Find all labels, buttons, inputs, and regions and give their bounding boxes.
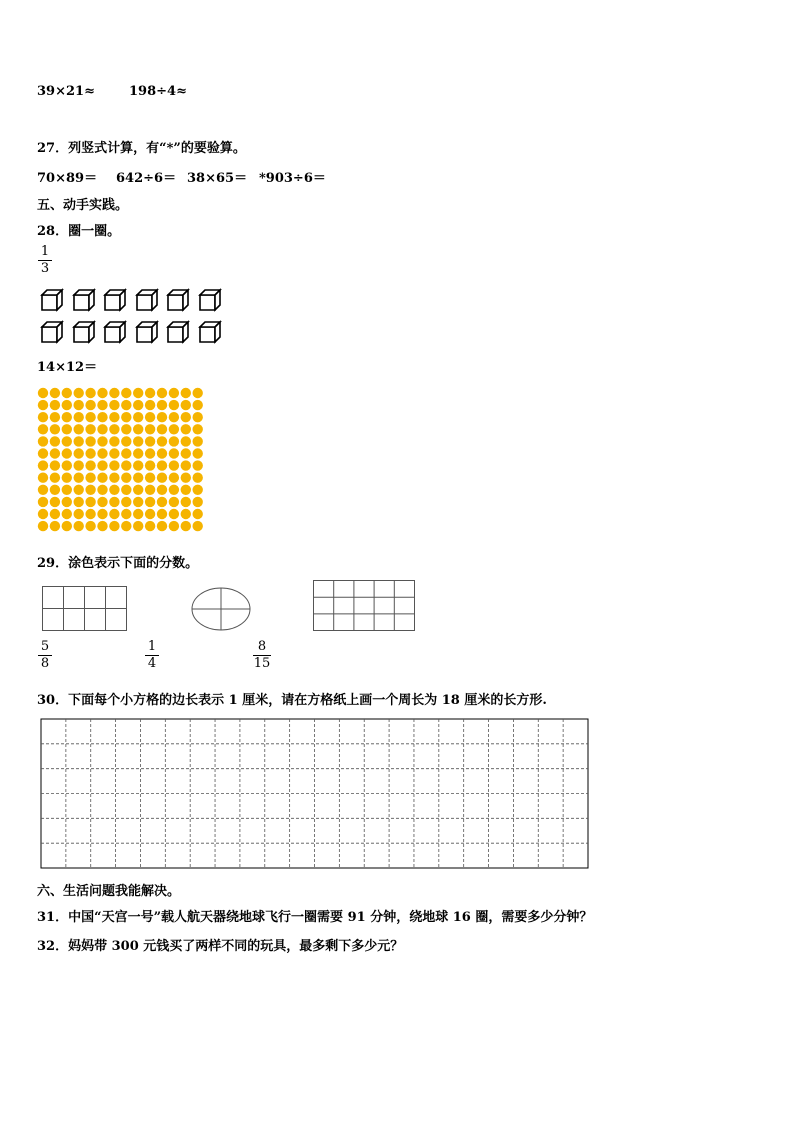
dot [193,388,203,398]
dot [85,460,95,470]
dot [193,509,203,519]
dot [97,448,107,458]
dot [157,460,167,470]
dot [74,460,84,470]
dot [97,521,107,531]
dot [97,460,107,470]
dot [85,412,95,422]
q29-title: 29．涂色表示下面的分数。 [37,556,199,571]
fraction-denominator: 4 [147,656,157,671]
dot [85,521,95,531]
cube-icon [40,288,64,312]
dot [181,460,191,470]
dot [85,473,95,483]
dot [50,485,60,495]
fraction-numerator: 1 [40,244,50,259]
dot [193,412,203,422]
dot [62,412,72,422]
dot [157,485,167,495]
dot [85,436,95,446]
dot [193,497,203,507]
dot [109,388,119,398]
dot [193,485,203,495]
dot [157,509,167,519]
q28-title: 28．圈一圈。 [37,224,121,239]
dot [169,460,179,470]
dot [121,497,131,507]
dot [157,412,167,422]
dot [169,436,179,446]
dot [193,521,203,531]
dot [38,521,48,531]
estimate-a: 39×21≈ [37,84,95,99]
dot [85,485,95,495]
dot [193,448,203,458]
dot [169,485,179,495]
dot [169,424,179,434]
dot [38,388,48,398]
dot [85,448,95,458]
dot [109,424,119,434]
dot [50,497,60,507]
dot [97,412,107,422]
dot [169,448,179,458]
dot [133,448,143,458]
dot [109,448,119,458]
dot [62,400,72,410]
dot [62,497,72,507]
dot [85,509,95,519]
dot [50,424,60,434]
dot [145,485,155,495]
cube-icon [166,320,190,344]
dot [133,388,143,398]
cube-icon [72,288,96,312]
dot [157,497,167,507]
dot [62,448,72,458]
dot [145,473,155,483]
dot [38,412,48,422]
dot [145,448,155,458]
dot [133,509,143,519]
dot [145,400,155,410]
q30-title: 30．下面每个小方格的边长表示 1 厘米，请在方格纸上画一个周长为 18 厘米的长方形. [37,693,547,708]
dot [133,485,143,495]
dot [85,388,95,398]
dot [74,521,84,531]
cube-icon [135,288,159,312]
dot [121,448,131,458]
dot [169,388,179,398]
dot [181,436,191,446]
dot [181,485,191,495]
dot [85,400,95,410]
section-6-heading: 六、生活问题我能解决。 [37,884,181,899]
q27-title: 27．列竖式计算，有“*”的要验算。 [37,141,246,156]
dot [169,509,179,519]
cube-icon [103,288,127,312]
dot [97,436,107,446]
q27-item-1: 70×89＝ [37,171,98,186]
estimate-b: 198÷4≈ [129,84,187,99]
dot [145,497,155,507]
dot [62,521,72,531]
dot [50,436,60,446]
dot [181,448,191,458]
cube-icon [72,320,96,344]
dot [169,521,179,531]
fraction-denominator: 15 [253,656,271,671]
dot [38,436,48,446]
dot [145,412,155,422]
dot [109,497,119,507]
dot [50,460,60,470]
dot [133,460,143,470]
dot [38,400,48,410]
dot [74,485,84,495]
dot [97,400,107,410]
dot [62,460,72,470]
dot [157,400,167,410]
dot [169,497,179,507]
dot [109,412,119,422]
dot-array [37,387,209,535]
dot [62,509,72,519]
fraction-numerator: 5 [40,639,50,654]
dot [62,424,72,434]
dot [50,412,60,422]
grid-paper [40,718,590,870]
dot [193,400,203,410]
fraction-numerator: 1 [147,639,157,654]
dot [121,485,131,495]
dot [181,473,191,483]
dot [145,509,155,519]
q32-text: 32．妈妈带 300 元钱买了两样不同的玩具，最多剩下多少元？ [37,939,404,954]
dot [109,521,119,531]
dot [181,412,191,422]
dot [109,509,119,519]
dot [145,388,155,398]
dot [97,485,107,495]
dot [50,509,60,519]
fraction-denominator: 3 [40,261,50,276]
dot [85,497,95,507]
dot [97,388,107,398]
dot [74,448,84,458]
dot [133,424,143,434]
dot [145,424,155,434]
cube-icon [103,320,127,344]
dot [74,424,84,434]
dot [74,473,84,483]
dot [133,400,143,410]
dot [121,424,131,434]
dot [74,388,84,398]
q29-fraction-1 [38,640,52,671]
dot [133,436,143,446]
dot [62,436,72,446]
oval-quarters [190,586,252,632]
fraction-denominator: 8 [40,656,50,671]
dot [121,400,131,410]
dot [109,485,119,495]
dot [169,473,179,483]
dot [38,448,48,458]
dot [109,460,119,470]
dot [38,497,48,507]
dot [109,436,119,446]
dot [74,497,84,507]
q27-item-3: 38×65＝ [187,171,248,186]
cube-icon [198,288,222,312]
dot [181,400,191,410]
dot [38,424,48,434]
dot [74,509,84,519]
dot [157,448,167,458]
q28-multiply: 14×12＝ [37,360,98,375]
dot [97,497,107,507]
dot [121,436,131,446]
dot [62,485,72,495]
dot [121,412,131,422]
dot [50,448,60,458]
section-5-heading: 五、动手实践。 [37,198,129,213]
cube-icon [40,320,64,344]
cube-icon [198,320,222,344]
dot [97,509,107,519]
dot [74,436,84,446]
dot [62,388,72,398]
dot [181,388,191,398]
dot [121,473,131,483]
q28-fraction [38,245,52,276]
dot [181,424,191,434]
dot [50,521,60,531]
q29-fraction-3 [253,640,271,671]
dot [97,424,107,434]
dot [50,400,60,410]
dot [157,436,167,446]
dot [74,412,84,422]
q31-text: 31．中国“天宫一号”载人航天器绕地球飞行一圈需要 91 分钟，绕地球 16 圈，需要多少分钟？ [37,910,593,925]
dot [145,460,155,470]
dot [157,424,167,434]
q29-fraction-2 [145,640,159,671]
dot [169,412,179,422]
q27-item-4: *903÷6＝ [259,171,326,186]
dot [193,424,203,434]
dot [181,509,191,519]
rect-grid-fifteenths [313,580,416,632]
dot [157,388,167,398]
dot [38,509,48,519]
dot [50,388,60,398]
dot [181,521,191,531]
dot [97,473,107,483]
dot [157,473,167,483]
dot [121,521,131,531]
dot [50,473,60,483]
rect-grid-eighths [42,586,128,632]
dot [133,497,143,507]
fraction-numerator: 8 [257,639,267,654]
dot [193,473,203,483]
dot [121,460,131,470]
dot [109,473,119,483]
dot [38,485,48,495]
dot [169,400,179,410]
dot [109,400,119,410]
dot [121,388,131,398]
dot [133,473,143,483]
dot [181,497,191,507]
dot [38,473,48,483]
dot [133,412,143,422]
q27-item-2: 642÷6＝ [116,171,177,186]
dot [38,460,48,470]
dot [85,424,95,434]
dot [121,509,131,519]
dot [157,521,167,531]
cube-icon [135,320,159,344]
dot [133,521,143,531]
dot [145,436,155,446]
dot [193,436,203,446]
dot [145,521,155,531]
dot [74,400,84,410]
dot [193,460,203,470]
cube-icon [166,288,190,312]
dot [62,473,72,483]
